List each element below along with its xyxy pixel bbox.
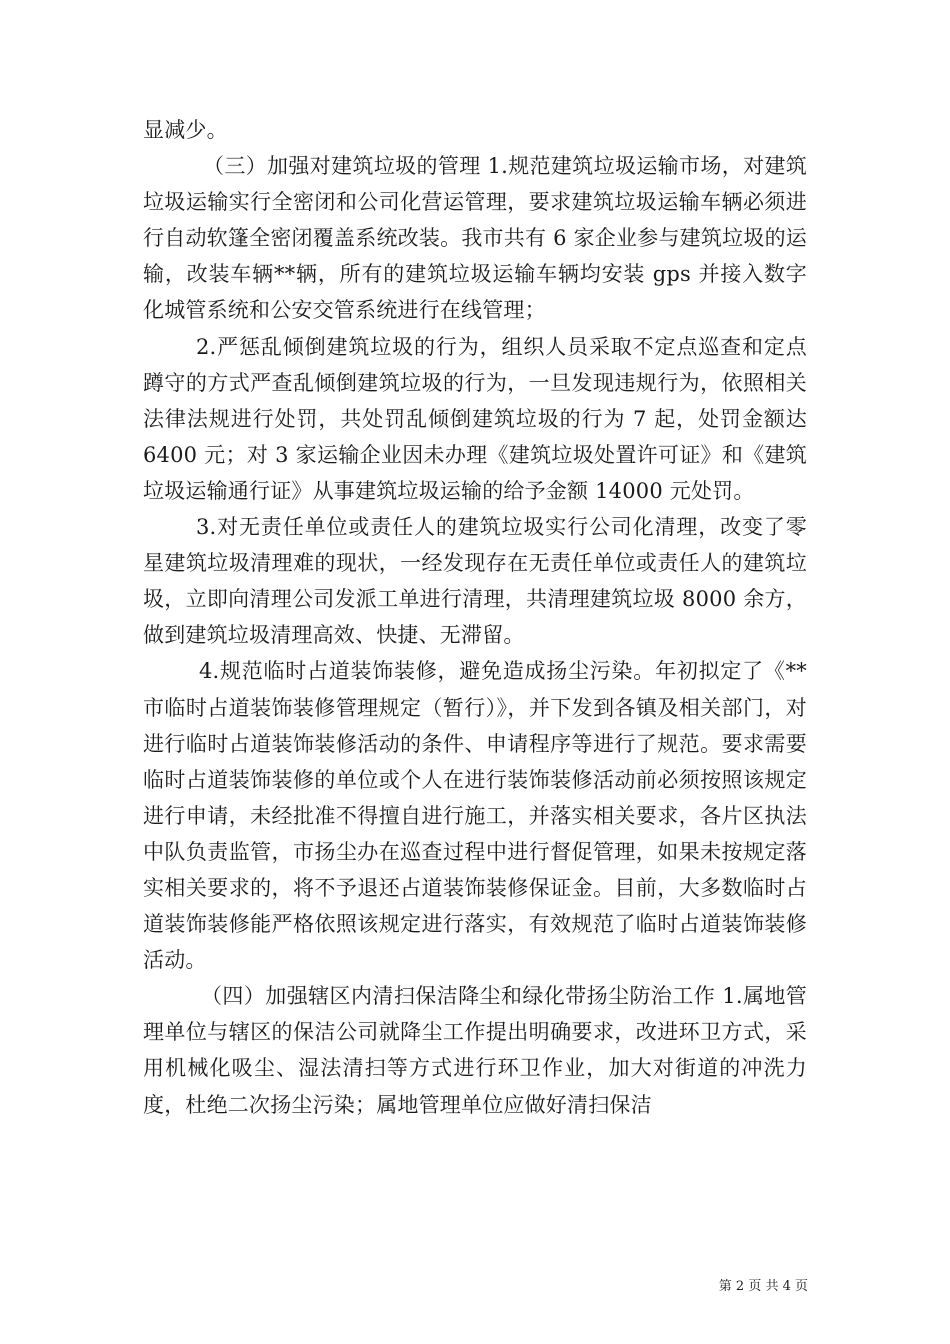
paragraph-construction-waste-management: （三）加强对建筑垃圾的管理 1.规范建筑垃圾运输市场，对建筑垃圾运输实行全密闭和公司化营运管理，要求建筑垃圾运输车辆必须进行自动软篷全密闭覆盖系统改装。我市共有 6 家企业参与建筑垃圾的运输，改装车辆**辆，所有的建筑垃圾运输车辆均安装 gps 并接入数字化城管系统和公安交管系统进行在线管理； bbox=[143, 154, 807, 323]
page-number: 第 2 页 共 4 页 bbox=[718, 1279, 808, 1294]
document-body bbox=[143, 112, 807, 1123]
paragraph-illegal-dumping-penalties: 2.严惩乱倾倒建筑垃圾的行为，组织人员采取不定点巡查和定点蹲守的方式严查乱倾倒建筑垃圾的行为，一旦发现违规行为，依照相关法律法规进行处罚，共处罚乱倾倒建筑垃圾的行为 7 起，处罚金额达 6400 元；对 3 家运输企业因未办理《建筑垃圾处置许可证》和《建筑垃圾运输通行证》从事建筑垃圾运输的给予金额 14000 元处罚。 bbox=[143, 334, 807, 503]
paragraph-street-cleaning: （四）加强辖区内清扫保洁降尘和绿化带扬尘防治工作 1.属地管理单位与辖区的保洁公司就降尘工作提出明确要求，改进环卫方式，采用机械化吸尘、湿法清扫等方式进行环卫作业，加大对街道的冲洗力度，杜绝二次扬尘污染；属地管理单位应做好清扫保洁 bbox=[143, 984, 807, 1117]
paragraph-company-cleanup: 3.对无责任单位或责任人的建筑垃圾实行公司化清理，改变了零星建筑垃圾清理难的现状，一经发现存在无责任单位或责任人的建筑垃圾，立即向清理公司发派工单进行清理，共清理建筑垃圾 8000 余方，做到建筑垃圾清理高效、快捷、无滞留。 bbox=[143, 515, 807, 648]
paragraph-temporary-renovation: 4.规范临时占道装饰装修，避免造成扬尘污染。年初拟定了《**市临时占道装饰装修管理规定（暂行）》，并下发到各镇及相关部门，对进行临时占道装饰装修活动的条件、申请程序等进行了规范。要求需要临时占道装饰装修的单位或个人在进行装饰装修活动前必须按照该规定进行申请，未经批准不得擅自进行施工，并落实相关要求，各片区执法中队负责监管，市扬尘办在巡查过程中进行督促管理，如果未按规定落实相关要求的，将不予退还占道装饰装修保证金。目前，大多数临时占道装饰装修能严格依照该规定进行落实，有效规范了临时占道装饰装修活动。 bbox=[143, 659, 807, 973]
paragraph-continuation: 显减少。 bbox=[143, 118, 228, 142]
